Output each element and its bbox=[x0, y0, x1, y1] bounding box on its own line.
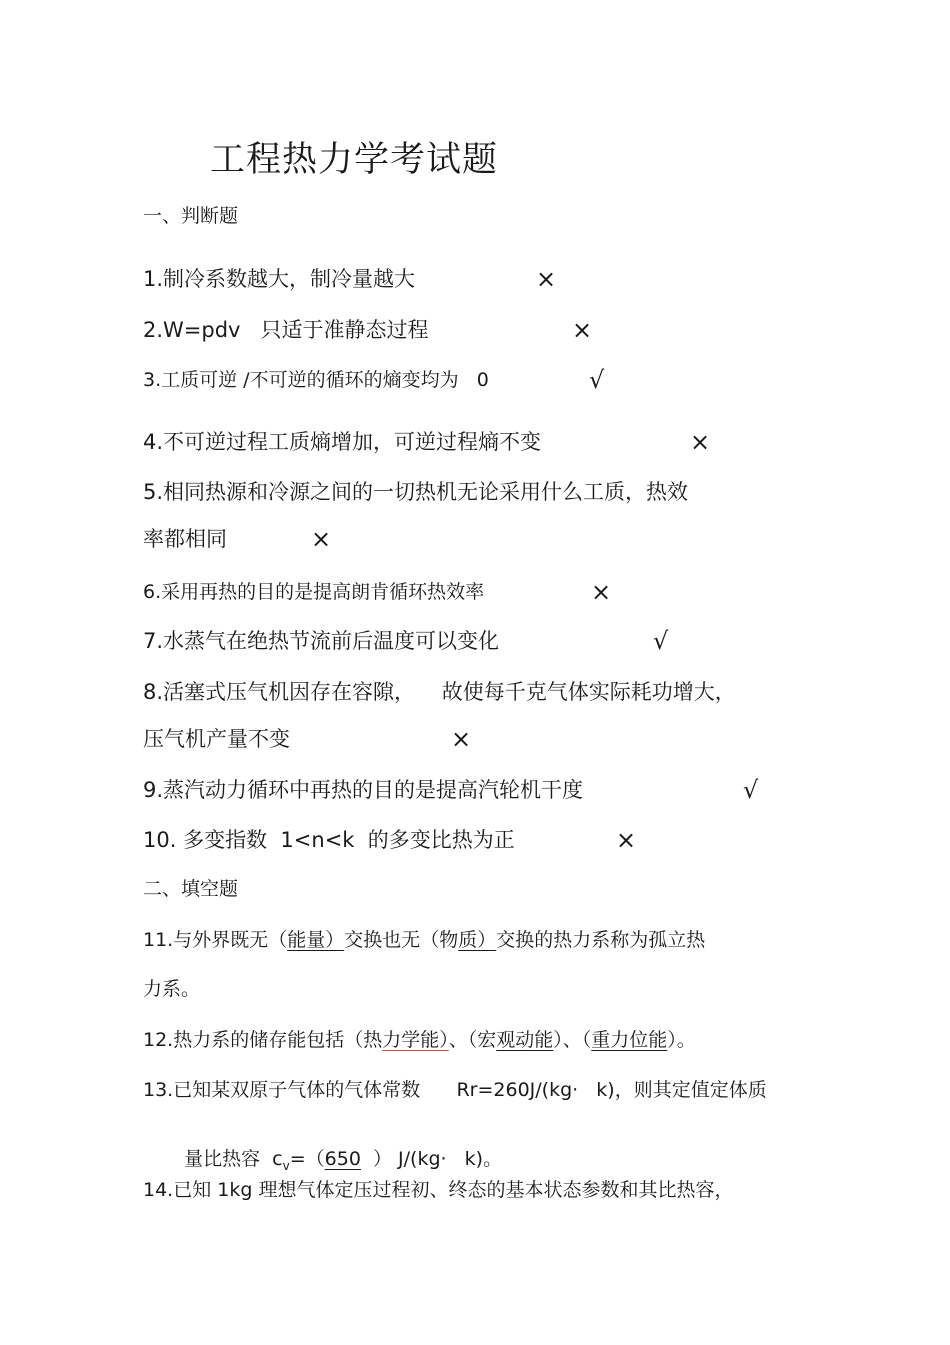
tf-question-3: 3.工质可逆 /不可逆的循环的熵变均为 0 bbox=[143, 369, 489, 391]
q11-blank-1: 能量） bbox=[287, 929, 345, 951]
tf-answer-4: × bbox=[690, 428, 711, 456]
q11-part: 交换也无（物 bbox=[344, 929, 459, 951]
q11-part: 交换的热力系称为孤立热 bbox=[496, 929, 706, 951]
page-title: 工程热力学考试题 bbox=[210, 140, 499, 180]
q12-part: ）。 bbox=[667, 1029, 696, 1051]
q13-subscript: v bbox=[282, 1158, 290, 1173]
fill-question-13-cont bbox=[172, 1131, 502, 1172]
q12-part: 12.热力系的储存能包括（热 bbox=[143, 1029, 383, 1051]
q13-part: 量比热容 c bbox=[184, 1148, 283, 1170]
q13-blank: 650 bbox=[324, 1148, 361, 1170]
tf-question-2: 2.W=pdv 只适于准静态过程 bbox=[143, 318, 429, 342]
fill-question-11 bbox=[143, 931, 705, 950]
tf-answer-5: × bbox=[311, 525, 332, 553]
tf-question-6: 6.采用再热的目的是提高朗肯循环热效率 bbox=[143, 581, 485, 603]
section-heading-true-false: 一、判断题 bbox=[143, 205, 239, 227]
tf-question-5: 5.相同热源和冷源之间的一切热机无论采用什么工质，热效 bbox=[143, 480, 689, 504]
q12-part: 、（宏 bbox=[448, 1029, 497, 1051]
q12-blank-2: 观动能 bbox=[496, 1029, 554, 1051]
fill-question-14: 14.已知 1kg 理想气体定压过程初、终态的基本状态参数和其比热容， bbox=[143, 1179, 734, 1201]
q11-part: 11.与外界既无（ bbox=[143, 929, 288, 951]
tf-answer-6: × bbox=[591, 578, 612, 606]
tf-question-8-cont: 压气机产量不变 bbox=[143, 727, 290, 751]
tf-question-10: 10. 多变指数 1<n<k 的多变比热为正 bbox=[143, 828, 515, 852]
tf-question-4: 4.不可逆过程工质熵增加，可逆过程熵不变 bbox=[143, 430, 542, 454]
tf-question-1: 1.制冷系数越大，制冷量越大 bbox=[143, 267, 416, 291]
q13-part: =（ bbox=[289, 1148, 325, 1170]
tf-question-8: 8.活塞式压气机因存在容隙， 故使每千克气体实际耗功增大， bbox=[143, 680, 736, 704]
q12-blank-1: 力学能） bbox=[382, 1029, 449, 1051]
q12-part: ）、（ bbox=[553, 1029, 592, 1051]
section-heading-fill-in: 二、填空题 bbox=[143, 878, 239, 900]
q11-blank-2: 质） bbox=[458, 929, 497, 951]
tf-answer-2: × bbox=[572, 316, 593, 344]
q12-blank-3: 重力位能 bbox=[591, 1029, 668, 1051]
fill-question-11-cont: 力系。 bbox=[143, 978, 201, 1000]
tf-question-7: 7.水蒸气在绝热节流前后温度可以变化 bbox=[143, 629, 500, 653]
tf-answer-10: × bbox=[616, 826, 637, 854]
tf-question-5-cont: 率都相同 bbox=[143, 527, 227, 551]
tf-answer-1: × bbox=[536, 265, 557, 293]
tf-answer-9: √ bbox=[743, 776, 759, 804]
tf-answer-3: √ bbox=[589, 366, 605, 394]
fill-question-13: 13.已知某双原子气体的气体常数 Rr=260J/(kg· k)，则其定值定体质 bbox=[143, 1079, 767, 1101]
q13-part: ） J/(kg· k)。 bbox=[360, 1148, 503, 1170]
fill-question-12 bbox=[143, 1031, 696, 1050]
tf-answer-7: √ bbox=[653, 627, 669, 655]
tf-question-9: 9.蒸汽动力循环中再热的目的是提高汽轮机干度 bbox=[143, 778, 584, 802]
tf-answer-8: × bbox=[451, 725, 472, 753]
